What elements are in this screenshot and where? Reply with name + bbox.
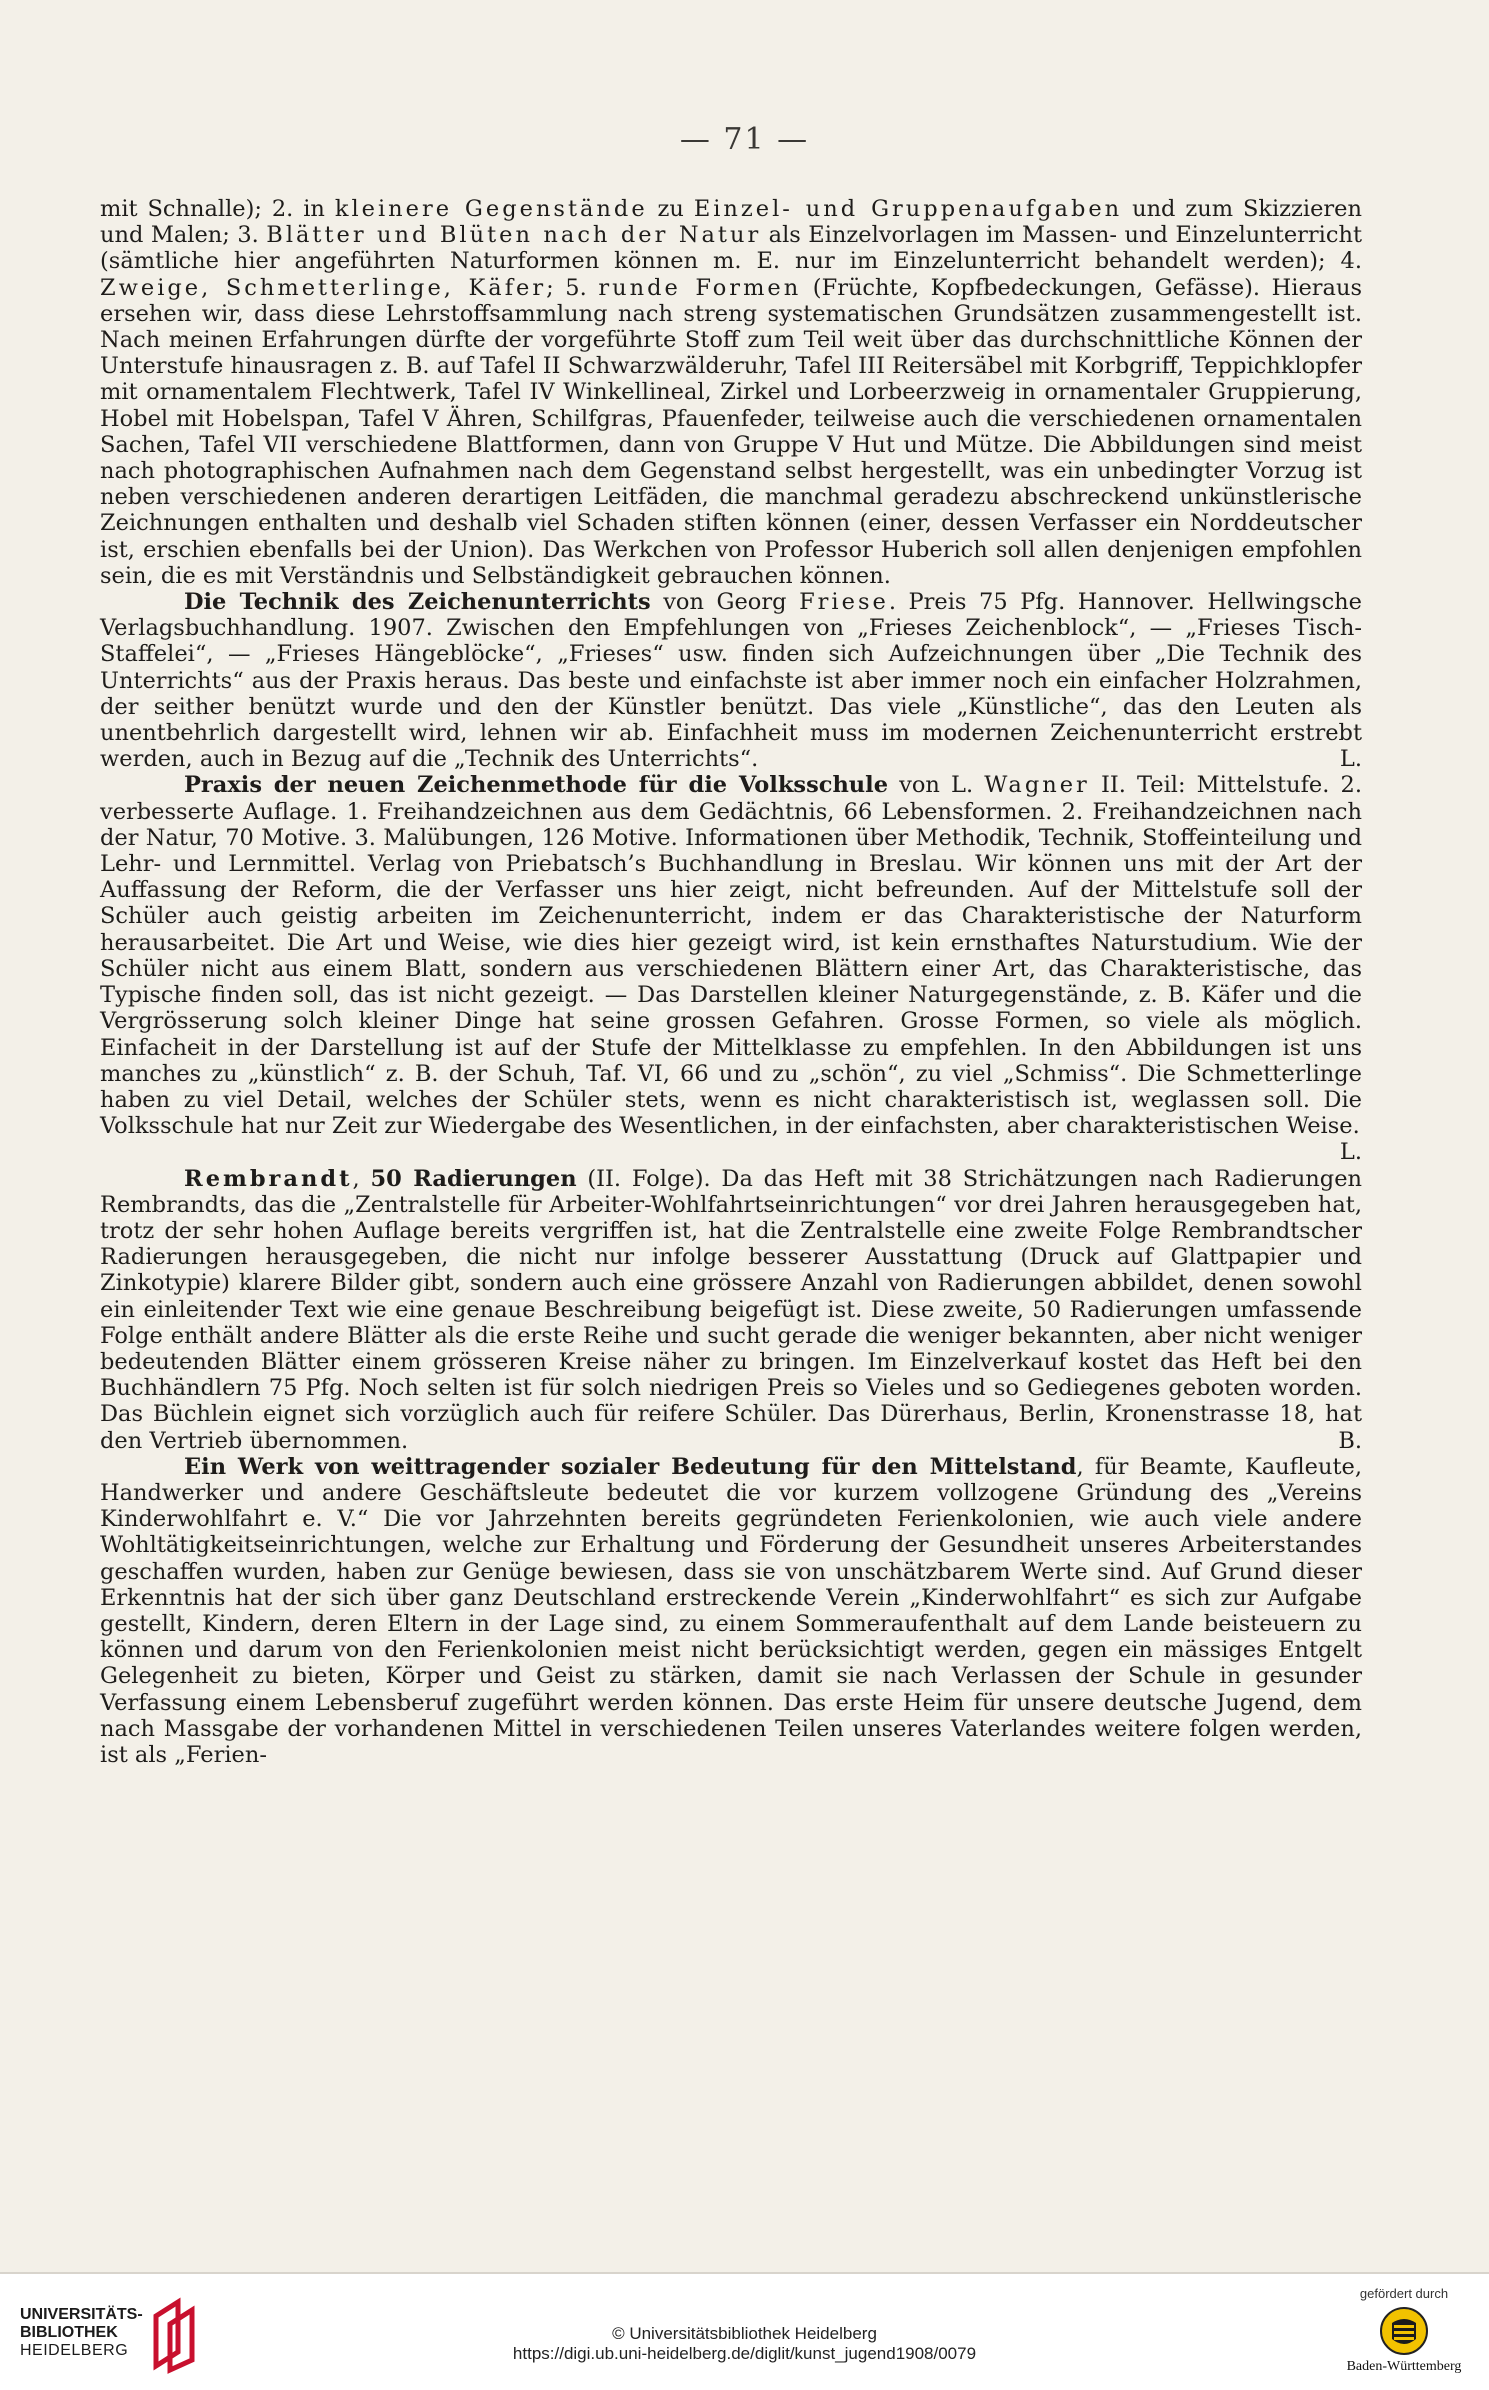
spaced-emphasis: Zweige, Schmetterlinge, Käfer: [100, 274, 547, 301]
copyright-notice: © Universitätsbibliothek Heidelberg: [612, 2324, 877, 2343]
text-run: mit Schnalle); 2. in: [100, 196, 335, 222]
reviewer-signature: L.: [1339, 1139, 1362, 1166]
sponsor-label: gefördert durch: [1359, 2286, 1449, 2301]
paragraph: [100, 1166, 1362, 1454]
text-run: ,: [352, 1165, 371, 1192]
entry-title: Die Technik des Zeichenunterrichts: [184, 589, 651, 616]
baden-wuerttemberg-coat-of-arms-icon: [1339, 2305, 1469, 2357]
spaced-emphasis: runde Formen: [598, 274, 802, 301]
library-name-line3: HEIDELBERG: [20, 2342, 129, 2359]
paragraph: [100, 589, 1362, 772]
text-run: , für Beamte, Kaufleute, Handwerker und andere Geschäftsleute bedeutet die vor kurzem vollzogene Gründung des „Vereins Kinderwohlfahrt e. V.“ Die vor Jahrzehnten bereits gegründeten Ferienkolonien, wie auch viele andere Wohltätigkeitseinrichtungen, welche zur Erhaltung und Förderung der Gesundheit unseres Arbeiterstandes geschaffen wurden, haben zur Genüge bewiesen, dass sie von unschätzbarem Werte sind. Auf Grund dieser Erkenntnis hat der sich über ganz Deutschland erstreckende Verein „Kinderwohlfahrt“ es sich zur Aufgabe gestellt, Kindern, deren Eltern in der Lage sind, zu einem Sommeraufenthalt auf dem Lande beisteuern zu können und darum von den Ferienkolonien meist nicht berücksichtigt werden, gegen ein mässiges Entgelt Gelegenheit zu bieten, Körper und Geist zu stärken, damit sie nach Verlassen der Schule in gesunder Verfassung einem Lebensberuf zugeführt werden können. Das erste Heim für unsere deutsche Jugend, dem nach Massgabe der vorhandenen Mittel in verschiedenen Teilen unseres Vaterlandes weitere folgen werden, ist als „Ferien-: [100, 1453, 1362, 1768]
paragraph: [100, 196, 1362, 589]
spaced-emphasis: Einzel- und Gruppenaufgaben: [693, 196, 1123, 222]
viewer-footer: [0, 2272, 1489, 2390]
paragraph: [100, 772, 1362, 1165]
article-text: [100, 196, 1362, 1768]
text-run: als Einzelvorlagen im Massen- und Einzelunterricht (sämtliche hier angeführten Naturformen können m. E. nur im Einzelunterricht behandelt werden); 4.: [100, 222, 1362, 275]
paragraph: [100, 1454, 1362, 1768]
spaced-emphasis: Wagner: [984, 772, 1090, 799]
spaced-emphasis: Blätter und Blüten nach der Natur: [266, 222, 762, 249]
text-run: (Früchte, Kopfbedeckungen, Gefässe). Hieraus ersehen wir, dass diese Lehrstoffsammlung nach streng systematischen Grundsätzen zusammengestellt ist. Nach meinen Erfahrungen dürfte der vorgeführte Stoff zum Teil weit über das durchschnittliche Können der Unterstufe hinausragen z. B. auf Tafel II Schwarzwälderuhr, Tafel III Reitersäbel mit Korbgriff, Teppichklopfer mit ornamentalem Flechtwerk, Tafel IV Winkellineal, Zirkel und Lorbeerzweig in ornamentaler Gruppierung, Hobel mit Hobelspan, Tafel V Ähren, Schilfgras, Pfauenfeder, teilweise auch die verschiedenen ornamentalen Sachen, Tafel VII verschiedene Blattformen, dann von Gruppe V Hut und Mütze. Die Abbildungen sind meist nach photographischen Aufnahmen nach dem Gegenstand selbst hergestellt, was ein unbedingter Vorzug ist neben verschiedenen anderen derartigen Leitfäden, die manchmal geradezu abschreckend unkünstlerische Zeichnungen enthalten und deshalb viel Schaden stiften können (einer, dessen Verfasser ein Norddeutscher ist, erschien ebenfalls bei der Union). Das Werkchen von Professor Huberich soll allen denjenigen empfohlen sein, die es mit Verständnis und Selbständigkeit gebrauchen können.: [100, 274, 1362, 589]
entry-title: Ein Werk von weittragender sozialer Bedeutung für den Mittelstand: [184, 1453, 1077, 1480]
entry-title: Rembrandt: [184, 1165, 353, 1192]
entry-title: Praxis der neuen Zeichenmethode für die Volksschule: [184, 772, 889, 799]
entry-title: 50 Radierungen: [370, 1165, 577, 1192]
text-run: II. Teil: Mittelstufe. 2. verbesserte Auflage. 1. Freihandzeichnen aus dem Gedächtnis, 66 Lebensformen. 2. Freihandzeichnen nach der Natur, 70 Motive. 3. Malübungen, 126 Motive. Informationen über Methodik, Technik, Stoffeinteilung und Lehr- und Lernmittel. Verlag von Priebatsch’s Buchhandlung in Breslau. Wir können uns mit der Art der Auffassung der Reform, die der Verfasser uns hier zeigt, nicht befreunden. Auf der Mittelstufe soll der Schüler auch geistig arbeiten im Zeichenunterricht, indem er das Charakteristische der Naturform herausarbeitet. Die Art und Weise, wie dies hier gezeigt wird, ist kein ernsthaftes Naturstudium. Wie der Schüler nicht aus einem Blatt, sondern aus verschiedenen Blättern einer Art, das Charakteristische, das Typische finden soll, das ist nicht gezeigt. — Das Darstellen kleiner Naturgegenstände, z. B. Käfer und die Vergrösserung solch kleiner Dinge hat seine grossen Gefahren. Grosse Formen, so viele als möglich. Einfacheit in der Darstellung ist auf der Stufe der Mittelklasse zu empfehlen. In den Abbildungen ist uns manches zu „künstlich“ z. B. der Schuh, Taf. VI, 66 und zu „schön“, zu viel „Schmiss“. Die Schmetterlinge haben zu viel Detail, welches der Schüler stets, wenn es nicht charakteristisch ist, weglassen soll. Die Volksschule hat nur Zeit zur Wiedergabe des Wesentlichen, in der einfachsten, aber charakteristischen Weise.: [100, 772, 1362, 1140]
reviewer-signature: L.: [1339, 746, 1362, 773]
sponsor-name: Baden-Württemberg: [1346, 2359, 1462, 2374]
library-name-line1: UNIVERSITÄTS-: [20, 2306, 143, 2323]
footer-divider: [0, 2272, 1489, 2274]
text-run: zu: [647, 196, 694, 222]
page-number: — 71 —: [679, 122, 810, 157]
spaced-emphasis: Friese: [799, 589, 889, 616]
text-run: und zum Skizzieren und Malen; 3.: [100, 196, 1362, 249]
library-name-line2: BIBLIOTHEK: [20, 2324, 118, 2341]
reviewer-signature: B.: [1338, 1427, 1362, 1454]
sponsor-badge[interactable]: [1339, 2286, 1469, 2375]
text-run: (II. Folge). Da das Heft mit 38 Strichätzungen nach Radierungen Rembrandts, das die „Zentralstelle für Arbeiter-Wohlfahrtseinrichtungen“ vor drei Jahren herausgegeben hat, trotz der sehr hohen Auflage bereits vergriffen ist, hat die Zentralstelle eine zweite Folge Rembrandtscher Radierungen herausgegeben, die nicht nur infolge besserer Ausstattung (Druck auf Glattpapier und Zinkotypie) klarere Bilder gibt, sondern auch eine grössere Anzahl von Radierungen abbildet, denen sowohl ein einleitender Text wie eine genaue Beschreibung beigefügt ist. Diese zweite, 50 Radierungen umfassende Folge enthält andere Blätter als die erste Reihe und sucht gerade die weniger bekannten, aber nicht weniger bedeutenden Blätter einem grösseren Kreise näher zu bringen. Im Einzelverkauf kostet das Heft bei den Buchhändlern 75 Pfg. Noch selten ist für solch niedrigen Preis so Vieles und so Gediegenes geboten worden. Das Büchlein eignet sich vorzüglich auch für reifere Schüler. Das Dürerhaus, Berlin, Kronenstrasse 18, hat den Vertrieb übernommen.: [100, 1165, 1363, 1454]
text-run: . Preis 75 Pfg. Hannover. Hellwingsche Verlagsbuchhandlung. 1907. Zwischen den Empfehlungen von „Frieses Zeichenblock“, — „Frieses Tisch-Staffelei“, — „Frieses Hängeblöcke“, „Frieses“ usw. finden sich Aufzeichnungen über „Die Technik des Unterrichts“ aus der Praxis heraus. Das beste und einfachste ist aber immer noch ein einfacher Holzrahmen, der seither benützt wurde und den der Künstler benützt. Das viele „Künstliche“, das den Leuten als unentbehrlich dargestellt wird, lehnen wir ab. Einfachheit muss im modernen Zeichenunterricht erstrebt werden, auch in Bezug auf die „Technik des Unterrichts“.: [100, 589, 1362, 773]
permalink-url[interactable]: https://digi.ub.uni-heidelberg.de/diglit/kunst_jugend1908/0079: [512, 2344, 977, 2363]
text-run: von L.: [888, 772, 985, 799]
spaced-emphasis: kleinere Gegenstände: [334, 196, 648, 222]
text-run: ; 5.: [546, 274, 599, 301]
text-run: von Georg: [650, 589, 800, 616]
